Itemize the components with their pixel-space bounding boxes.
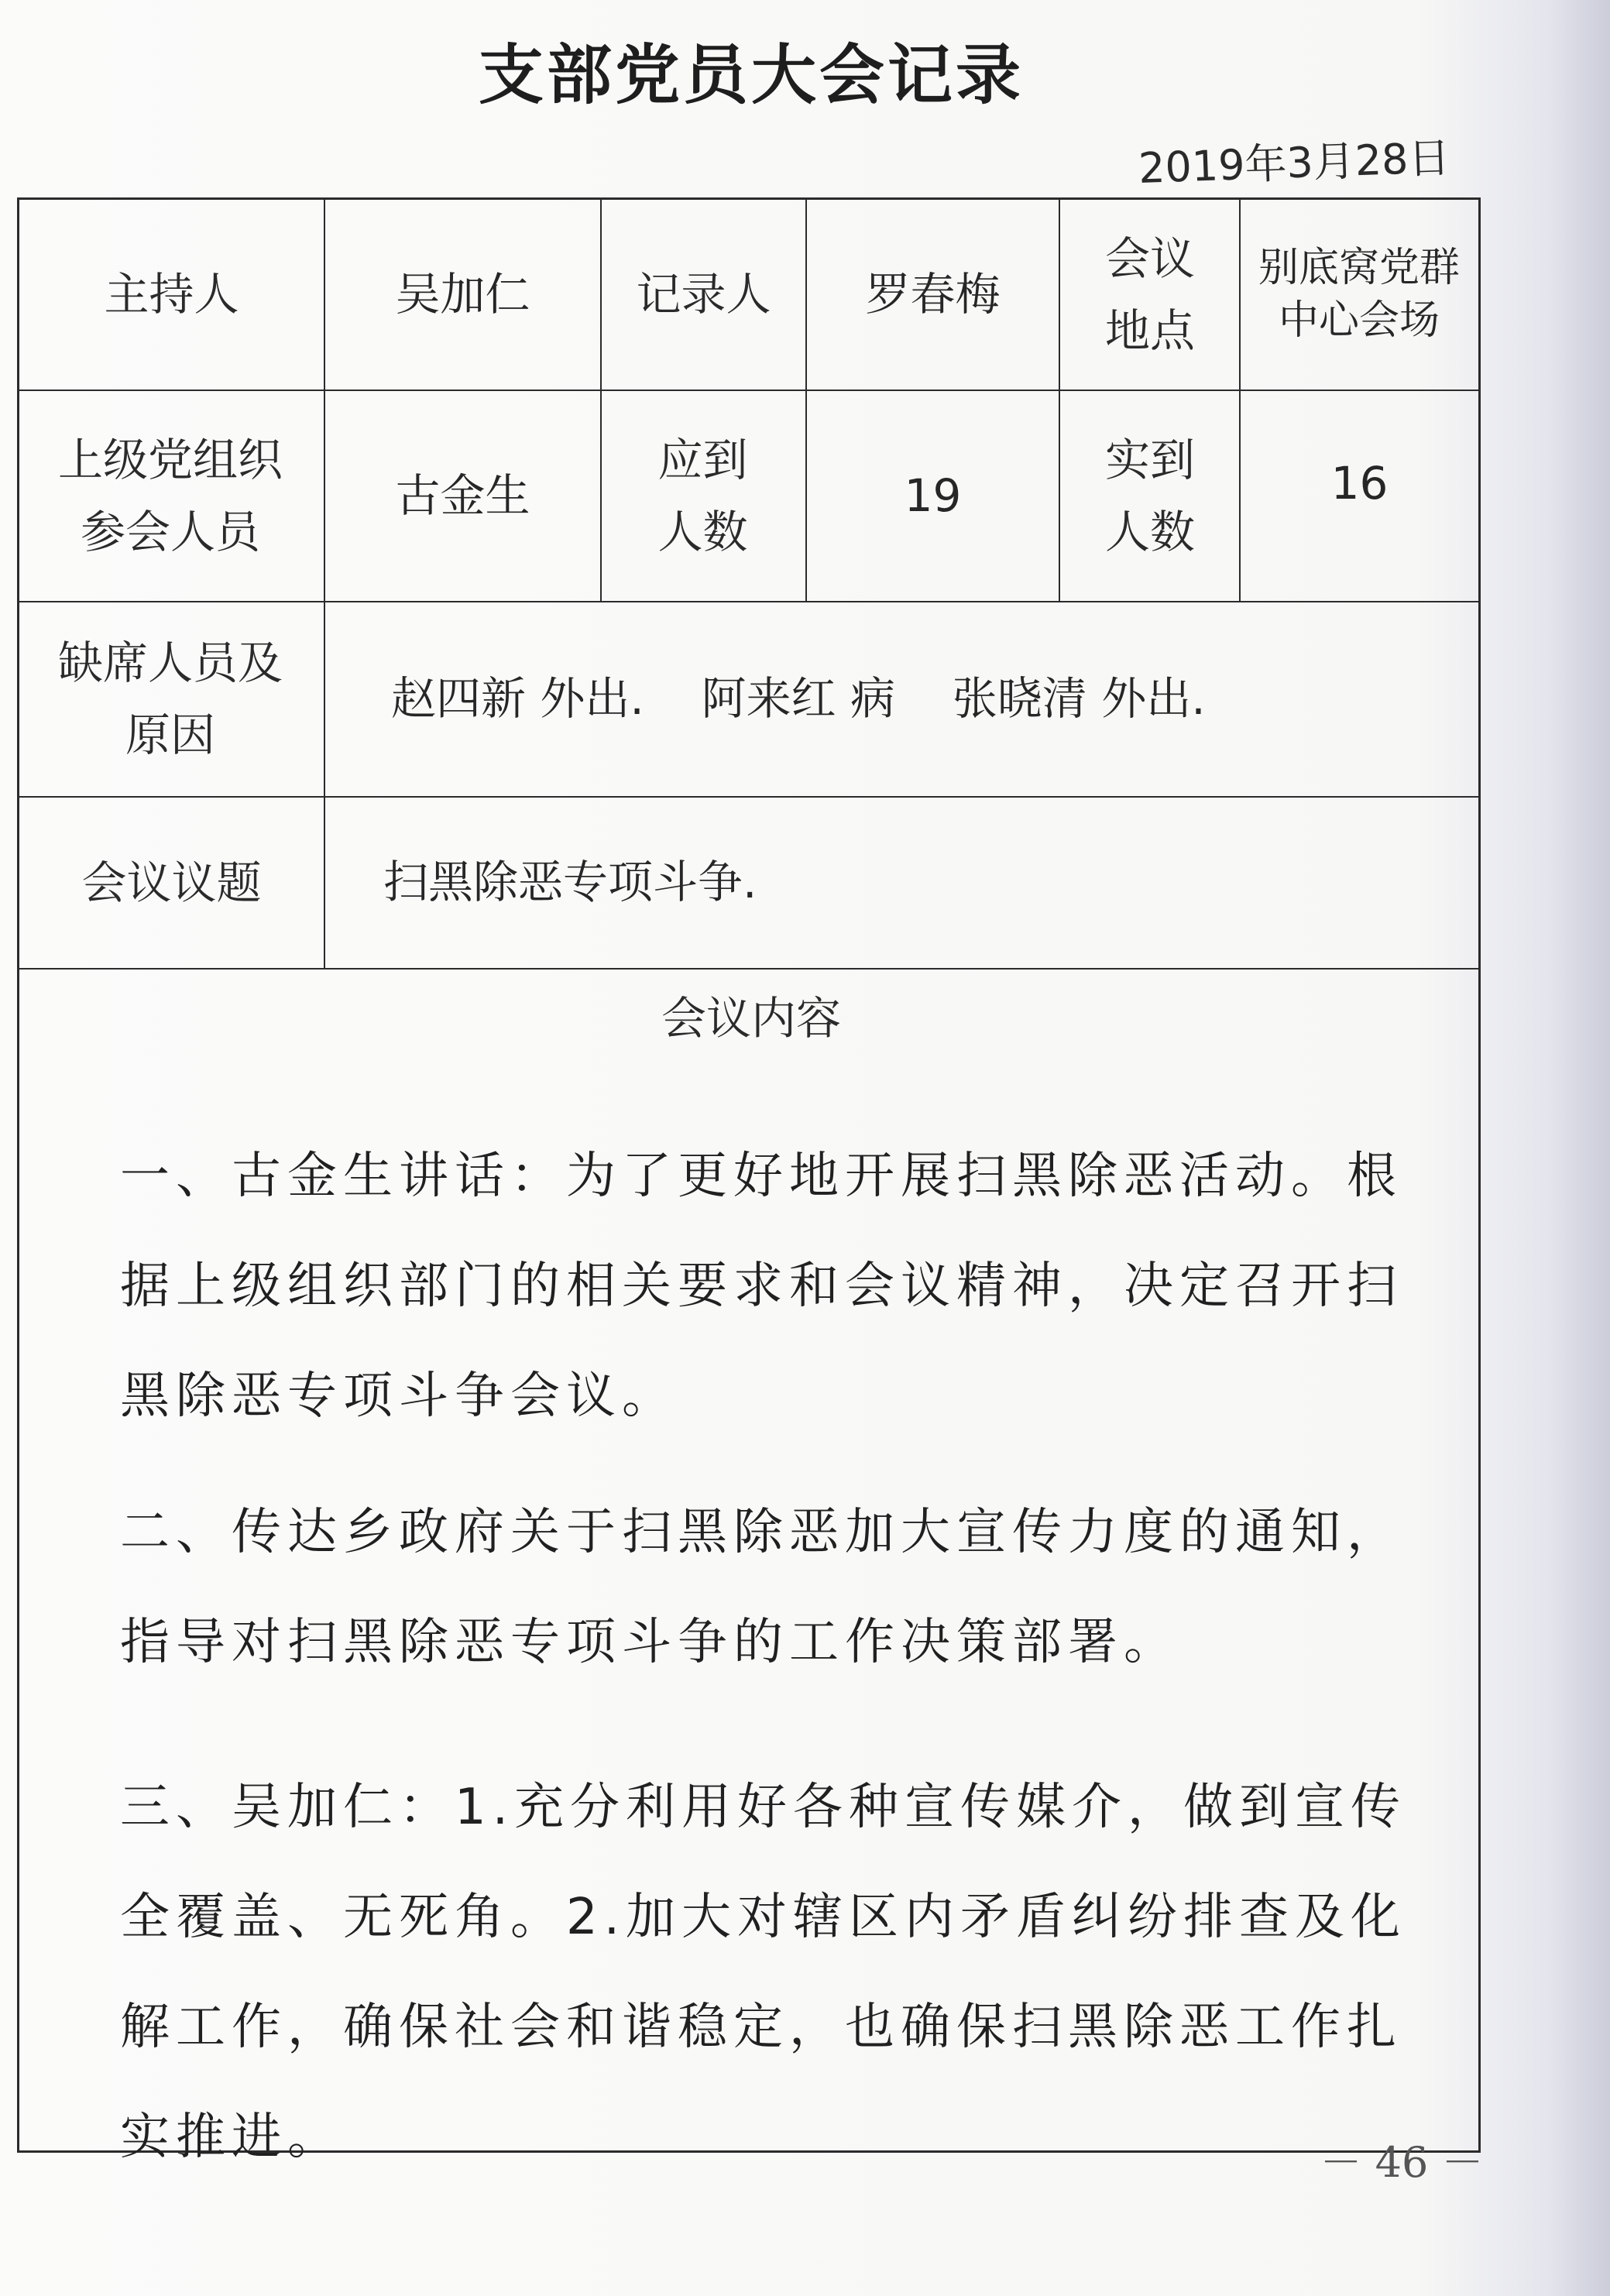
meeting-content-heading: 会议内容 xyxy=(661,992,841,1045)
recorder-label: 记录人 xyxy=(636,268,771,321)
superior-attendees-value: 古金生 xyxy=(395,468,530,522)
meeting-date: 2019年3月28日 xyxy=(1137,132,1451,193)
row-divider xyxy=(19,968,1478,970)
topic-label: 会议议题 xyxy=(81,856,262,909)
recorder-value: 罗春梅 xyxy=(865,267,1001,321)
column-divider xyxy=(1059,200,1060,601)
content-item: 一、古金生讲话：为了更好地开展扫黑除恶活动。根据上级组织部门的相关要求和会议精神，决定召开扫黑除恶专项斗争会议。 xyxy=(120,1148,1402,1425)
actual-count-label: 实到人数 xyxy=(1104,433,1195,558)
page-number: － 46 － xyxy=(1320,2138,1484,2187)
location-label: 会议地点 xyxy=(1104,232,1195,357)
actual-count-value: 16 xyxy=(1330,457,1389,510)
page-binding-shadow xyxy=(1549,0,1610,2296)
expected-count-label: 应到人数 xyxy=(657,433,748,558)
host-value: 吴加仁 xyxy=(395,267,530,321)
content-item: 二、传达乡政府关于扫黑除恶加大宣传力度的通知，指导对扫黑除恶专项斗争的工作决策部署。 xyxy=(120,1504,1402,1671)
location-value: 别底窝党群中心会场 xyxy=(1258,244,1460,344)
content-item: 三、吴加仁：1.充分利用好各种宣传媒介，做到宣传全覆盖、无死角。2.加大对辖区内矛盾纠纷排查及化解工作，确保社会和谐稳定，也确保扫黑除恶工作扎实推进。 xyxy=(120,1779,1407,2166)
superior-attendees-label: 上级党组织参会人员 xyxy=(57,433,283,558)
document-title: 支部党员大会记录 xyxy=(478,36,1024,113)
absentees-label: 缺席人员及原因 xyxy=(57,637,283,761)
topic-value: 扫黑除恶专项斗争. xyxy=(383,856,757,909)
expected-count-value: 19 xyxy=(904,468,962,522)
host-label: 主持人 xyxy=(104,268,239,321)
absentees-value: 赵四新 外出. 阿来红 病 张晓清 外出. xyxy=(391,672,1206,726)
